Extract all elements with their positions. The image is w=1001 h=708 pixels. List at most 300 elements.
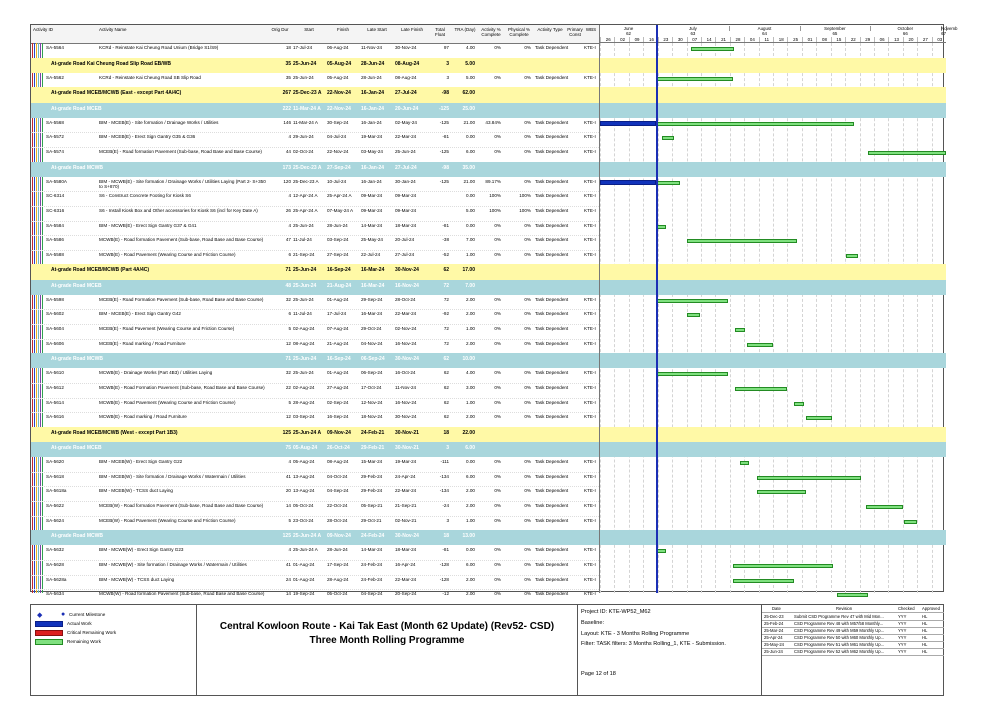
group-header-row[interactable] (31, 353, 599, 368)
remaining-work-bar[interactable] (657, 225, 666, 229)
cell-type: Task Dependent (535, 576, 569, 582)
table-row[interactable] (31, 589, 599, 605)
cell-finish: 17-Jul-24 (327, 311, 347, 317)
week-label: 29 (860, 37, 875, 42)
group-header-row[interactable] (31, 280, 599, 295)
cell-type: Task Dependent (535, 473, 569, 479)
cell-start: 11-Jul-24 (293, 311, 312, 317)
table-row[interactable] (31, 339, 599, 355)
cell-wbs: KTE-I (584, 562, 596, 567)
cell-finish: 01-Aug-24 (327, 370, 349, 376)
cell-dur: 35 (285, 60, 291, 67)
col-activity-pct[interactable]: Activity % Complete (481, 27, 501, 37)
cell-ap: 0% (494, 591, 501, 597)
revision-approved: HL (922, 621, 928, 626)
schedule-sheet (30, 24, 958, 597)
cell-name: At-grade Road MCEB (51, 105, 102, 112)
actual-work-swatch (35, 621, 63, 627)
col-activity-type[interactable]: Activity Type (537, 27, 563, 32)
cell-pp: 0% (524, 326, 531, 331)
cell-tra: 10.00 (462, 356, 475, 363)
gantt-row (600, 87, 946, 102)
cell-start: 21-Sep-24 (293, 251, 315, 257)
cell-ls: 17-Oct-24 (361, 385, 382, 390)
cell-finish: 27-Sep-24 (327, 164, 351, 171)
cell-id: SA-5634 (46, 591, 64, 597)
table-row[interactable] (31, 516, 599, 532)
cell-wbs: KTE-I (584, 311, 596, 317)
group-header-row[interactable] (31, 58, 599, 73)
cell-id: SA-5620 (46, 459, 64, 465)
remaining-work-bar[interactable] (662, 136, 674, 140)
cell-id: SC-6316 (46, 208, 65, 213)
cell-tra: 0.00 (466, 222, 475, 228)
table-row[interactable] (31, 560, 599, 576)
page-number: Page 12 of 18 (581, 671, 616, 677)
cell-dur: 32 (285, 370, 291, 376)
col-orig-dur[interactable]: Orig Dur (271, 27, 289, 32)
cell-ls: 29-Feb-21 (361, 445, 385, 451)
remaining-work-bar[interactable] (657, 299, 728, 303)
cell-wbs: KTE-I (584, 296, 596, 302)
gantt-row (600, 530, 946, 545)
cell-ap: 0% (494, 340, 501, 346)
cell-id: SA-5610 (46, 370, 64, 376)
col-late-finish[interactable]: Late Finish (400, 27, 423, 32)
cell-wbs: KTE-I (584, 517, 596, 523)
cell-dur: 75 (285, 445, 291, 451)
col-wbs[interactable]: WBS (585, 27, 597, 32)
cell-id: SA-5628 (46, 562, 64, 567)
remaining-work-bar[interactable] (794, 402, 804, 406)
cell-lf: 27-Jul-24 (395, 90, 417, 97)
gantt-row (600, 501, 946, 516)
cell-tra: 2.00 (466, 576, 475, 582)
cell-tf: -81 (442, 134, 449, 140)
cell-finish: 28-Oct-24 (327, 517, 348, 523)
cell-ap: 0% (494, 488, 501, 494)
cell-tra: 2.00 (466, 414, 475, 420)
cell-wbs: KTE-I (584, 547, 596, 553)
cell-ap: 0% (494, 74, 501, 80)
baseline: Baseline: (581, 620, 605, 626)
cell-finish: 04-Oct-24 (327, 473, 348, 479)
cell-tf: -38 (442, 237, 449, 243)
col-tra-day[interactable]: TRA (Day) (454, 27, 476, 32)
cell-type: Task Dependent (535, 459, 569, 465)
cell-type: Task Dependent (535, 74, 569, 80)
week-label: 01 (802, 37, 817, 42)
revision-rev: CSD Programme Rev 52 with M62 Monthly Up... (794, 649, 885, 654)
cell-id: SA-5606 (46, 340, 64, 346)
cell-tra: 25.00 (462, 105, 475, 112)
group-header-row[interactable] (31, 264, 599, 279)
revision-date: 25-Jun-24 (764, 649, 783, 654)
remaining-work-bar[interactable] (687, 239, 796, 243)
remaining-work-swatch (35, 639, 63, 645)
cell-lf: 02-Nov-24 (395, 326, 417, 331)
remaining-work-bar[interactable] (904, 520, 916, 524)
month-label: October (870, 26, 943, 31)
cell-pp: 0% (524, 459, 531, 465)
revision-rev: CSD Programme Rev 49 with M59 Monthly Up... (794, 628, 885, 633)
cell-dur: 71 (285, 356, 291, 363)
cell-pp: 0% (524, 237, 531, 243)
cell-dur: 12 (285, 340, 291, 346)
remaining-work-bar[interactable] (657, 181, 679, 185)
cell-tra: 1.00 (466, 399, 475, 405)
cell-wbs: KTE-I (584, 193, 596, 199)
cell-ls: 05-Sep-21 (361, 503, 383, 508)
remaining-work-bar[interactable] (846, 254, 858, 258)
cell-type: Task Dependent (535, 237, 569, 243)
remaining-work-bar[interactable] (837, 593, 868, 597)
cell-ls: 16-Mar-24 (361, 311, 383, 317)
cell-ap: 0% (494, 547, 501, 553)
remaining-work-bar[interactable] (866, 505, 903, 509)
cell-start: 11-Jul-24 (293, 237, 312, 243)
revision-date: 25-Apr-24 (764, 635, 783, 640)
table-row[interactable] (31, 575, 599, 591)
remaining-work-bar[interactable] (747, 343, 773, 347)
table-row[interactable] (31, 132, 599, 148)
gantt-row (600, 147, 946, 162)
cell-ap: 100% (489, 208, 501, 213)
cell-ls: 24-Feb-21 (361, 429, 385, 436)
table-row[interactable] (31, 147, 599, 163)
cell-tf: -134 (439, 473, 449, 479)
cell-wbs: KTE-I (584, 178, 596, 184)
cell-dur: 71 (285, 267, 291, 274)
cell-finish: 28-Jun-24 (327, 547, 348, 553)
col-activity-name[interactable]: Activity Name (99, 27, 127, 32)
cell-dur: 41 (285, 562, 291, 567)
cell-lf: 22-Mar-24 (395, 576, 417, 582)
cell-pp: 0% (524, 547, 531, 553)
revision-rev: CSD Programme Rev 50 with M60 Monthly Up... (794, 635, 885, 640)
cell-start: 25-Jun-24 (293, 356, 317, 363)
col-finish[interactable]: Finish (336, 27, 349, 32)
table-row[interactable] (31, 118, 599, 134)
group-header-row[interactable] (31, 162, 599, 177)
col-activity-id[interactable]: Activity ID (33, 27, 54, 32)
cell-name: At-grade Road MCEB/MCWB (West - except Part 1B3) (51, 429, 178, 436)
cell-start: 25-Jun-24 (293, 282, 317, 289)
cell-type: Task Dependent (535, 340, 569, 346)
remaining-work-bar[interactable] (757, 490, 805, 494)
cell-start: 25-Jun-24 A (293, 547, 318, 553)
gantt-row (600, 43, 946, 58)
gantt-row (600, 383, 946, 398)
week-label: 23 (658, 37, 673, 42)
cell-start: 13-Aug-24 (293, 473, 315, 479)
gantt-row (600, 177, 946, 192)
cell-ls: 19-Mar-24 (361, 134, 383, 140)
col-physical-pct[interactable]: Physical % Complete (507, 27, 530, 37)
cell-finish: 16-Sep-24 (327, 267, 351, 274)
revision-approved: HL (922, 628, 928, 633)
cell-tf: 62 (443, 414, 449, 420)
cell-tra: 1.00 (466, 326, 475, 331)
col-primary-const[interactable]: Primary Const (567, 27, 583, 37)
cell-tf: -98 (441, 90, 449, 97)
remaining-work-bar[interactable] (735, 328, 745, 332)
rev-header-checked: Checked (898, 606, 915, 611)
cell-dur: 12 (285, 414, 291, 420)
table-row[interactable] (31, 206, 599, 222)
cell-ls: 12-Nov-24 (361, 399, 383, 405)
cell-ap: 0% (494, 149, 501, 154)
cell-tra: 2.00 (466, 311, 475, 317)
cell-dur: 125 (282, 533, 291, 540)
cell-dur: 14 (285, 591, 291, 597)
cell-wbs: KTE-I (584, 326, 596, 331)
cell-wbs: KTE-I (584, 414, 596, 420)
cell-type: Task Dependent (535, 45, 569, 50)
cell-lf: 30-Nov-24 (395, 533, 419, 540)
cell-wbs: KTE-I (584, 119, 596, 125)
table-row[interactable] (31, 235, 599, 251)
month-label: Novemb (941, 26, 958, 31)
revision-checked: YYY (898, 635, 907, 640)
table-row[interactable] (31, 501, 599, 517)
cell-pp: 0% (524, 385, 531, 390)
col-start[interactable]: Start (304, 27, 314, 32)
cell-id: SA-5616 (46, 414, 64, 420)
remaining-work-bar[interactable] (806, 416, 832, 420)
cell-tra: 3.00 (466, 385, 475, 390)
actual-work-bar[interactable] (600, 121, 656, 126)
table-row[interactable] (31, 177, 599, 193)
cell-type: Task Dependent (535, 251, 569, 257)
cell-tra: 5.00 (465, 60, 475, 67)
cell-ls: 16-Mar-24 (361, 282, 385, 289)
cell-ls: 24-Feb-24 (361, 533, 385, 540)
remaining-work-bar[interactable] (757, 476, 861, 480)
table-row[interactable] (31, 250, 599, 266)
cell-tra: 21.00 (463, 119, 475, 125)
cell-id: SA-5632 (46, 547, 64, 553)
cell-finish: 07-May-24 A (327, 208, 354, 213)
remaining-work-bar[interactable] (868, 151, 946, 155)
cell-finish: 22-Nov-24 (327, 90, 351, 97)
month-number: 67 (941, 31, 947, 36)
cell-type: Task Dependent (535, 311, 569, 317)
remaining-work-bar[interactable] (735, 387, 787, 391)
gantt-row (600, 575, 946, 590)
cell-ls: 29-Oct-21 (361, 517, 382, 523)
col-total-float[interactable]: Total Float (434, 27, 445, 37)
cell-pp: 0% (524, 119, 531, 125)
cell-dur: 20 (285, 488, 291, 494)
cell-ls: 09-Mar-24 (361, 208, 383, 213)
cell-wbs: KTE-I (584, 237, 596, 243)
table-row[interactable] (31, 545, 599, 561)
gantt-row (600, 560, 946, 575)
cell-start: 25-Jun-24 (293, 296, 314, 302)
cell-pp: 0% (524, 134, 531, 140)
remaining-work-bar[interactable] (657, 77, 732, 81)
data-date-line (656, 25, 658, 593)
cell-name: At-grade Road MCEB/MCWB (East - except Part 4A/4C) (51, 90, 182, 97)
legend-current-milestone: Current Milestone (69, 612, 106, 617)
table-row[interactable] (31, 73, 599, 89)
cell-lf: 30-Nov-24 (395, 414, 417, 420)
cell-ap: 0% (494, 251, 501, 257)
revision-rev: CSD Programme Rev 51 with M61 Monthly Up... (794, 642, 885, 647)
cell-dur: 146 (283, 119, 291, 125)
week-label: 30 (672, 37, 687, 42)
cell-ap: 0% (494, 399, 501, 405)
cell-wbs: KTE-I (584, 385, 596, 390)
table-row[interactable] (31, 383, 599, 399)
cell-ap: 0% (494, 222, 501, 228)
cell-start: 02-Aug-24 (293, 326, 315, 331)
revision-rev: Submit CSD Programme Rev 47 with Mid Mon... (794, 614, 884, 619)
cell-finish: 10-Jul-24 (327, 178, 347, 184)
cell-tf: -111 (440, 459, 449, 465)
actual-work-bar[interactable] (600, 180, 656, 185)
footer-panel (30, 604, 944, 696)
gantt-row (600, 103, 946, 118)
col-late-start[interactable]: Late Start (367, 27, 387, 32)
cell-id: SA-5574 (46, 149, 64, 154)
cell-finish: 26-Oct-24 (327, 445, 350, 451)
cell-tf: 3 (446, 74, 449, 80)
remaining-work-bar[interactable] (691, 47, 734, 51)
cell-tra: 1.00 (466, 517, 475, 523)
week-label: 11 (759, 37, 774, 42)
remaining-work-bar[interactable] (687, 313, 700, 317)
cell-pp: 0% (524, 45, 531, 50)
cell-ls: 09-Mar-24 (361, 193, 383, 199)
cell-lf: 25-Jun-24 (395, 149, 416, 154)
cell-tra: 62.00 (462, 90, 475, 97)
gantt-row (600, 309, 946, 324)
table-row[interactable] (31, 221, 599, 237)
cell-finish: 09-Nov-24 (327, 429, 351, 436)
cell-finish: 22-Oct-24 (327, 503, 348, 508)
cell-lf: 08-Aug-24 (395, 74, 417, 80)
gantt-row (600, 353, 946, 368)
gantt-row (600, 132, 946, 147)
cell-ap: 0% (494, 237, 501, 243)
cell-dur: 267 (282, 90, 291, 97)
remaining-work-bar[interactable] (733, 579, 794, 583)
cell-ap: 0% (494, 134, 501, 140)
rev-header-date: Date (772, 606, 781, 611)
cell-tra: 7.00 (466, 237, 475, 243)
table-row[interactable] (31, 191, 599, 207)
table-row[interactable] (31, 295, 599, 311)
cell-ap: 0% (494, 414, 501, 420)
cell-tra: 1.00 (466, 251, 475, 257)
table-row[interactable] (31, 457, 599, 473)
cell-name: At-grade Road MCEB (51, 282, 102, 289)
remaining-work-bar[interactable] (657, 122, 854, 126)
cell-dur: 4 (288, 547, 291, 553)
cell-start: 02-Aug-24 (293, 385, 315, 390)
cell-tra: 2.00 (466, 503, 475, 508)
cell-id: SA-5580A (46, 178, 67, 184)
cell-type: Task Dependent (535, 119, 569, 125)
cell-type: Task Dependent (535, 414, 569, 420)
cell-lf: 16-Nov-24 (395, 282, 419, 289)
group-header-row[interactable] (31, 442, 599, 457)
month-label: June (600, 26, 658, 31)
cell-dur: 4 (288, 193, 291, 199)
cell-name: At-grade Road Kai Cheung Road Slip Road EB/WB (51, 60, 172, 67)
remaining-work-bar[interactable] (733, 564, 833, 568)
week-label: 02 (614, 37, 629, 42)
group-header-row[interactable] (31, 530, 599, 545)
month-number: 63 (690, 31, 696, 36)
cell-tf: 3 (446, 517, 449, 523)
cell-type: Task Dependent (535, 193, 569, 199)
cell-start: 11-Mar-24 A (293, 119, 318, 125)
cell-lf: 22-Mar-24 (395, 134, 417, 140)
table-row[interactable] (31, 43, 599, 59)
remaining-work-bar[interactable] (740, 461, 749, 465)
cell-type: Task Dependent (535, 149, 569, 154)
group-header-row[interactable] (31, 427, 599, 442)
cell-tf: 72 (443, 326, 449, 331)
cell-lf: 16-Nov-24 (395, 399, 417, 405)
cell-finish: 04-Sep-24 (327, 488, 349, 494)
revision-table (761, 605, 944, 695)
cell-dur: 22 (285, 385, 291, 390)
cell-wbs: KTE-I (584, 503, 596, 508)
table-row[interactable] (31, 324, 599, 340)
legend-remaining-work: Remaining Work (67, 639, 101, 644)
group-header-row[interactable] (31, 87, 599, 102)
cell-finish: 09-Nov-24 (327, 533, 351, 540)
cell-ls: 16-Mar-24 (361, 267, 385, 274)
cell-id: SA-5618 (46, 473, 64, 479)
cell-type: Task Dependent (535, 547, 569, 553)
cell-tra: 6.00 (466, 149, 475, 154)
remaining-work-bar[interactable] (657, 549, 666, 553)
table-row[interactable] (31, 309, 599, 325)
revision-checked: YYY (898, 649, 907, 654)
cell-type: Task Dependent (535, 385, 569, 390)
cell-name: BIM - MCEB(W) - Erect Sign Gantry G22 (99, 459, 183, 465)
cell-name: At-grade Road MCWB (51, 164, 103, 171)
cell-name: At-grade Road MCWB (51, 356, 103, 363)
diamond-icon: ◆ (37, 612, 43, 619)
cell-pp: 0% (524, 251, 531, 257)
revision-date: 25-Mar-24 (764, 628, 784, 633)
report-subtitle: Three Month Rolling Programme (309, 635, 465, 646)
cell-start: 11-Mar-24 A (293, 105, 321, 112)
table-row[interactable] (31, 368, 599, 384)
cell-lf: 20-Jul-24 (395, 237, 415, 243)
group-header-row[interactable] (31, 103, 599, 118)
revision-checked: YYY (898, 614, 907, 619)
cell-start: 25-Jun-24 (293, 74, 314, 80)
week-label: 06 (874, 37, 889, 42)
cell-tra: 2.00 (466, 591, 475, 597)
table-row[interactable] (31, 472, 599, 488)
cell-wbs: KTE-I (584, 45, 596, 50)
remaining-work-bar[interactable] (657, 372, 728, 376)
cell-id: SA-5588 (46, 251, 64, 257)
cell-start: 01-Aug-24 (293, 576, 315, 582)
table-row[interactable] (31, 412, 599, 428)
table-row[interactable] (31, 486, 599, 502)
table-row[interactable] (31, 398, 599, 414)
cell-name: S6 - Install Kiosk Box and Other accessories for Kiosk S6 (incl for Key Date A) (99, 208, 258, 213)
